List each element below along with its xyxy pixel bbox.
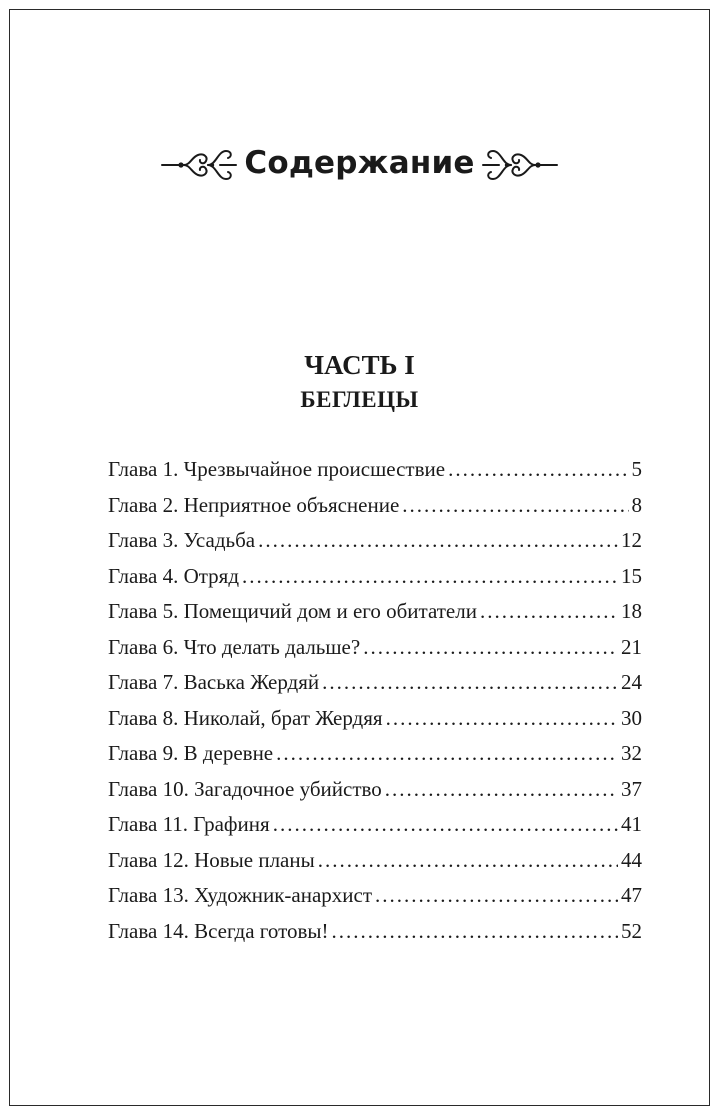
toc-entry[interactable] — [108, 848, 642, 884]
toc-entry-title: Глава 1. Чрезвычайное происшествие — [108, 457, 446, 481]
toc-entry-page: 32 — [621, 741, 642, 765]
toc-entry-page: 44 — [621, 847, 642, 872]
toc-entry[interactable] — [108, 670, 642, 706]
contents-header — [10, 138, 709, 188]
contents-title: Содержание — [244, 144, 475, 181]
toc-entry[interactable] — [108, 741, 642, 777]
dot-leader — [318, 848, 618, 873]
toc-entry-title: Глава 6. Что делать дальше? — [108, 634, 361, 659]
dot-leader — [322, 670, 618, 695]
toc-entry-page: 12 — [621, 528, 642, 552]
toc-entry[interactable] — [108, 706, 642, 742]
dot-leader — [332, 919, 618, 944]
toc-entry-title: Глава 14. Всегда готовы! — [108, 918, 329, 943]
toc-entry-page: 18 — [621, 599, 642, 623]
dot-leader — [448, 457, 628, 482]
toc-entry-title: Глава 8. Николай, брат Жердяя — [108, 705, 383, 730]
toc-entry[interactable] — [108, 777, 642, 813]
toc-entry-title: Глава 12. Новые планы — [108, 847, 315, 872]
toc-entry-title: Глава 7. Васька Жердяй — [108, 670, 320, 694]
toc-entry-page: 52 — [621, 918, 642, 943]
dot-leader — [242, 564, 618, 589]
dot-leader — [402, 493, 628, 518]
dot-leader — [480, 599, 618, 624]
toc-entry[interactable] — [108, 528, 642, 564]
toc-entry-title: Глава 9. В деревне — [108, 741, 274, 765]
toc-entry-page: 41 — [621, 812, 642, 836]
dot-leader — [375, 883, 618, 908]
book-page — [9, 9, 710, 1106]
toc-entry-page: 30 — [621, 705, 642, 730]
flourish-right-icon — [481, 143, 559, 183]
toc-entry-title: Глава 2. Неприятное объяснение — [108, 492, 400, 517]
toc-entry-page: 47 — [621, 883, 642, 907]
toc-entry-page: 8 — [631, 492, 642, 517]
dot-leader — [385, 777, 618, 802]
toc-entry[interactable] — [108, 599, 642, 635]
toc-entry[interactable] — [108, 635, 642, 671]
toc-entry-page: 15 — [621, 563, 642, 588]
toc-entry-title: Глава 4. Отряд — [108, 563, 240, 588]
dot-leader — [276, 741, 618, 766]
table-of-contents — [108, 457, 642, 954]
toc-entry[interactable] — [108, 919, 642, 955]
dot-leader — [273, 812, 618, 837]
toc-entry[interactable] — [108, 564, 642, 600]
toc-entry[interactable] — [108, 883, 642, 919]
toc-entry-page: 24 — [621, 670, 642, 694]
dot-leader — [363, 635, 618, 660]
toc-entry[interactable] — [108, 457, 642, 493]
toc-entry-title: Глава 3. Усадьба — [108, 528, 256, 552]
toc-entry-page: 37 — [621, 776, 642, 801]
toc-entry-title: Глава 11. Графиня — [108, 812, 270, 836]
toc-entry[interactable] — [108, 812, 642, 848]
toc-entry-page: 5 — [631, 457, 642, 481]
dot-leader — [258, 528, 618, 553]
flourish-left-icon — [160, 143, 238, 183]
toc-entry-title: Глава 10. Загадочное убийство — [108, 776, 382, 801]
toc-entry[interactable] — [108, 493, 642, 529]
toc-entry-title: Глава 5. Помещичий дом и его обитатели — [108, 599, 477, 623]
part-title: БЕГЛЕЦЫ — [300, 387, 419, 412]
part-number: ЧАСТЬ I — [304, 350, 415, 380]
dot-leader — [386, 706, 618, 731]
toc-entry-page: 21 — [621, 634, 642, 659]
toc-entry-title: Глава 13. Художник-анархист — [108, 883, 373, 907]
